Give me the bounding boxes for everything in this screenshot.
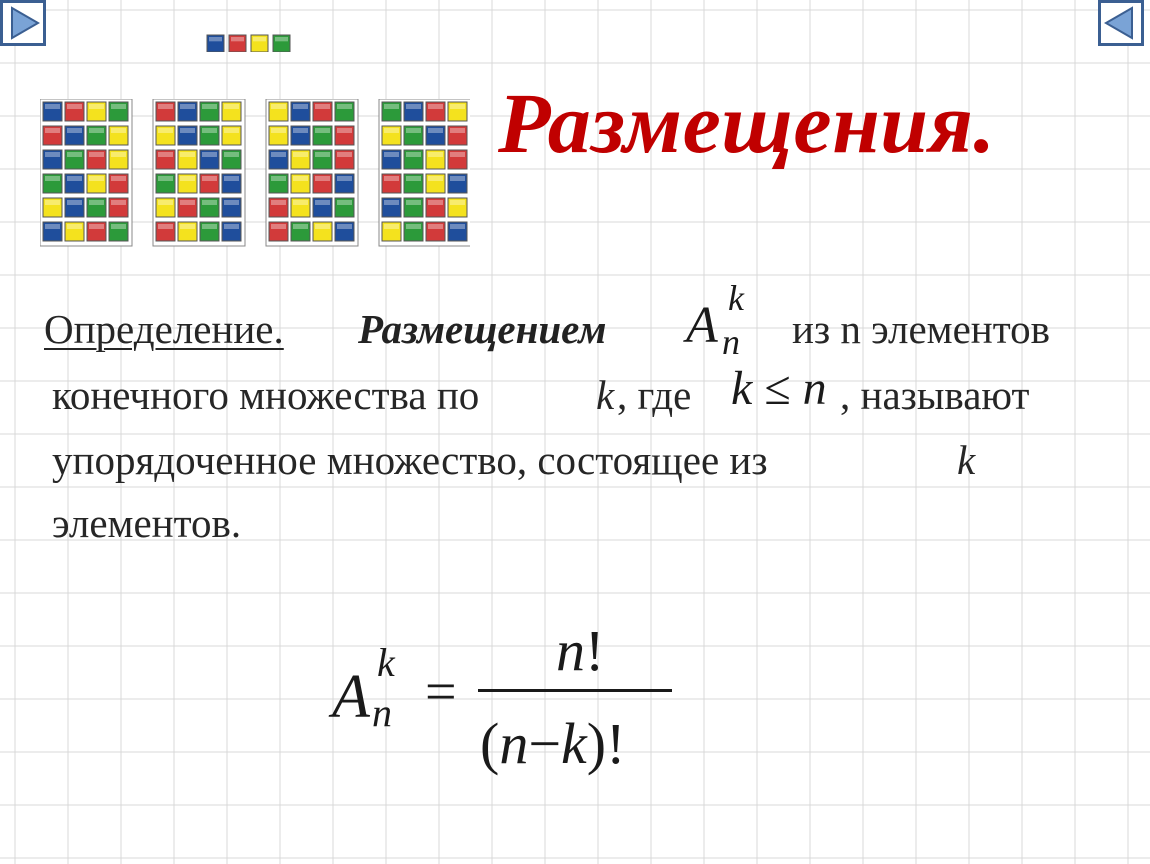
- cell-highlight: [67, 152, 82, 157]
- cell-highlight: [428, 104, 443, 109]
- cell-highlight: [224, 152, 239, 157]
- cell-highlight: [202, 128, 217, 133]
- definition-line2-before: конечного множества по: [52, 372, 480, 418]
- cell-highlight: [406, 128, 421, 133]
- cell-highlight: [428, 152, 443, 157]
- arrangement-grids-illustration: [40, 99, 470, 247]
- cell-highlight: [406, 224, 421, 229]
- cell-highlight: [406, 152, 421, 157]
- cell-highlight: [111, 128, 126, 133]
- definition-label: Определение.: [44, 306, 284, 352]
- cell-highlight: [293, 224, 308, 229]
- inequality-k-le-n: k ≤ n: [731, 362, 827, 415]
- cell-highlight: [89, 200, 104, 205]
- cell-highlight: [293, 152, 308, 157]
- cell-highlight: [428, 200, 443, 205]
- definition-line4: элементов.: [52, 500, 242, 546]
- cell-highlight: [315, 200, 330, 205]
- prev-slide-button[interactable]: [0, 0, 46, 46]
- cell-highlight: [450, 128, 465, 133]
- formula-equals: =: [425, 661, 457, 723]
- formula-denominator: (n−k)!: [480, 711, 626, 776]
- cell-highlight: [202, 176, 217, 181]
- fraction-bar: [478, 689, 672, 692]
- cell-highlight: [158, 104, 173, 109]
- cell-highlight: [180, 152, 195, 157]
- cell-highlight: [202, 152, 217, 157]
- cell-highlight: [406, 104, 421, 109]
- definition-line3: упорядоченное множество, состоящее из: [52, 437, 768, 483]
- cell-highlight: [337, 128, 352, 133]
- cell-highlight: [180, 128, 195, 133]
- cell-highlight: [271, 128, 286, 133]
- cell-highlight: [384, 104, 399, 109]
- cell-highlight: [67, 176, 82, 181]
- cell-highlight: [180, 104, 195, 109]
- cell-highlight: [158, 200, 173, 205]
- cell-highlight: [315, 176, 330, 181]
- cell-highlight: [271, 224, 286, 229]
- cell-highlight: [180, 224, 195, 229]
- cell-highlight: [89, 176, 104, 181]
- color-legend: [205, 34, 293, 52]
- next-slide-button[interactable]: [1098, 0, 1144, 46]
- cell-highlight: [89, 104, 104, 109]
- cell-highlight: [384, 128, 399, 133]
- cell-highlight: [271, 104, 286, 109]
- cell-highlight: [45, 176, 60, 181]
- cell-highlight: [224, 224, 239, 229]
- symbol-A-inline: A: [686, 297, 718, 354]
- cell-highlight: [271, 152, 286, 157]
- cell-highlight: [158, 152, 173, 157]
- definition-line3-k: k: [957, 437, 976, 483]
- cell-highlight: [384, 176, 399, 181]
- cell-highlight: [293, 200, 308, 205]
- cell-highlight: [209, 37, 222, 41]
- cell-highlight: [67, 128, 82, 133]
- cell-highlight: [111, 152, 126, 157]
- cell-highlight: [315, 104, 330, 109]
- definition-line1-after: из n элементов: [792, 306, 1050, 352]
- cell-highlight: [337, 152, 352, 157]
- cell-highlight: [180, 200, 195, 205]
- cell-highlight: [67, 200, 82, 205]
- cell-highlight: [315, 224, 330, 229]
- formula-subscript-n: n: [372, 690, 392, 735]
- cell-highlight: [384, 152, 399, 157]
- cell-highlight: [158, 224, 173, 229]
- cell-highlight: [45, 224, 60, 229]
- cell-highlight: [180, 176, 195, 181]
- cell-highlight: [337, 104, 352, 109]
- formula-A: A: [332, 663, 370, 731]
- page-title: Размещения.: [498, 75, 996, 171]
- cell-highlight: [315, 152, 330, 157]
- cell-highlight: [111, 104, 126, 109]
- cell-highlight: [202, 224, 217, 229]
- cell-highlight: [45, 152, 60, 157]
- definition-line2-k: k: [596, 372, 615, 418]
- cell-highlight: [111, 200, 126, 205]
- cell-highlight: [271, 200, 286, 205]
- cell-highlight: [45, 200, 60, 205]
- definition-line2-after: , называют: [840, 372, 1030, 418]
- cell-highlight: [337, 224, 352, 229]
- cell-highlight: [158, 128, 173, 133]
- cell-highlight: [224, 176, 239, 181]
- cell-highlight: [45, 104, 60, 109]
- cell-highlight: [158, 176, 173, 181]
- cell-highlight: [89, 128, 104, 133]
- cell-highlight: [67, 104, 82, 109]
- cell-highlight: [224, 200, 239, 205]
- cell-highlight: [293, 128, 308, 133]
- cell-highlight: [45, 128, 60, 133]
- cell-highlight: [450, 152, 465, 157]
- cell-highlight: [450, 176, 465, 181]
- cell-highlight: [384, 224, 399, 229]
- cell-highlight: [337, 176, 352, 181]
- cell-highlight: [450, 224, 465, 229]
- cell-highlight: [253, 37, 266, 41]
- cell-highlight: [293, 176, 308, 181]
- cell-highlight: [89, 224, 104, 229]
- subscript-n-inline: n: [722, 322, 740, 362]
- definition-term: Размещением: [358, 306, 607, 352]
- cell-highlight: [275, 37, 288, 41]
- cell-highlight: [450, 200, 465, 205]
- superscript-k-inline: k: [728, 278, 744, 318]
- cell-highlight: [337, 200, 352, 205]
- cell-highlight: [384, 200, 399, 205]
- cell-highlight: [231, 37, 244, 41]
- cell-highlight: [224, 128, 239, 133]
- cell-highlight: [315, 128, 330, 133]
- definition-line2-sep: , где: [617, 372, 692, 418]
- cell-highlight: [428, 224, 443, 229]
- cell-highlight: [271, 176, 286, 181]
- cell-highlight: [428, 128, 443, 133]
- cell-highlight: [406, 176, 421, 181]
- cell-highlight: [428, 176, 443, 181]
- cell-highlight: [111, 224, 126, 229]
- cell-highlight: [89, 152, 104, 157]
- cell-highlight: [202, 200, 217, 205]
- formula-superscript-k: k: [377, 640, 395, 685]
- cell-highlight: [111, 176, 126, 181]
- formula-numerator: n!: [556, 618, 605, 683]
- cell-highlight: [202, 104, 217, 109]
- cell-highlight: [293, 104, 308, 109]
- cell-highlight: [224, 104, 239, 109]
- cell-highlight: [67, 224, 82, 229]
- cell-highlight: [450, 104, 465, 109]
- cell-highlight: [406, 200, 421, 205]
